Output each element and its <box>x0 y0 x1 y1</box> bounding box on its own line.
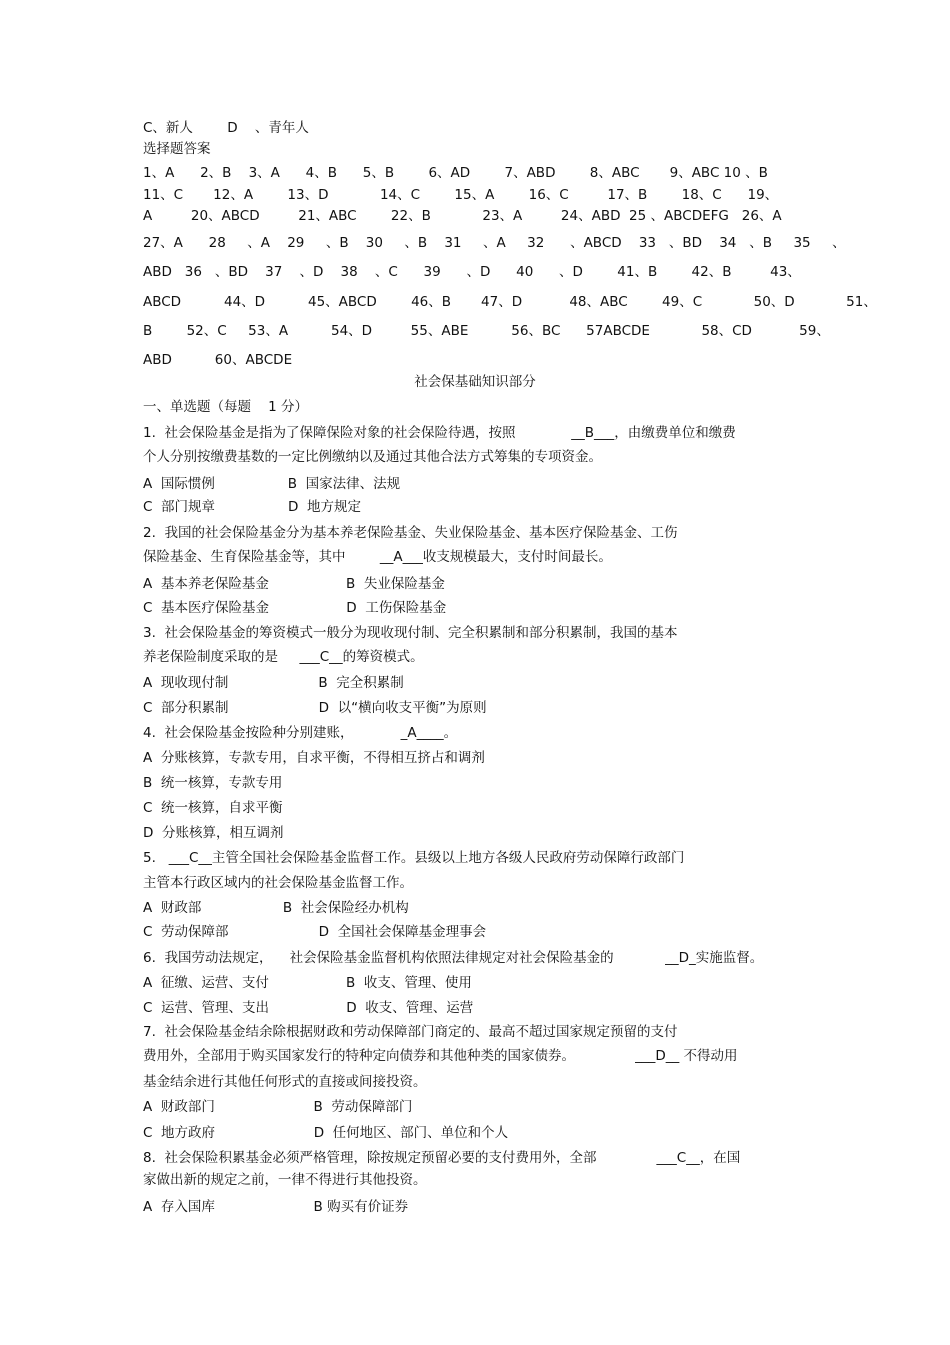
text-line: 2. 我国的社会保险基金分为基本养老保险基金、失业保险基金、基本医疗保险基金、工伤 <box>143 525 678 541</box>
text-line: A 存入国库 B 购买有价证券 <box>143 1199 409 1215</box>
text-line: B 统一核算，专款专用 <box>143 775 283 791</box>
text-line: C 部分积累制 D 以“横向收支平衡”为原则 <box>143 700 487 716</box>
text-line: A 国际惯例 B 国家法律、法规 <box>143 476 401 492</box>
text-line: 养老保险制度采取的是 ___C__的筹资模式。 <box>143 649 424 665</box>
text-line: 基金结余进行其他任何形式的直接或间接投资。 <box>143 1074 427 1090</box>
text-line: C 部门规章 D 地方规定 <box>143 499 361 515</box>
text-line: 11、C 12、A 13、D 14、C 15、A 16、C 17、B 18、C 19、 <box>143 187 779 203</box>
text-line: A 基本养老保险基金 B 失业保险基金 <box>143 576 445 592</box>
text-line: 1. 社会保险基金是指为了保障保险对象的社会保险待遇，按照 __B___，由缴费单位和缴费 <box>143 425 736 441</box>
text-line: A 征缴、运营、支付 B 收支、管理、使用 <box>143 975 472 991</box>
text-line: 家做出新的规定之前，一律不得进行其他投资。 <box>143 1172 427 1188</box>
text-line: 27、A 28 、A 29 、B 30 、B 31 、A 32 、ABCD 33 、BD 34 、B 35 、 <box>143 235 846 251</box>
text-line: C 运营、管理、支出 D 收支、管理、运营 <box>143 1000 474 1016</box>
text-line: A 现收现付制 B 完全积累制 <box>143 675 404 691</box>
text-line: 7. 社会保险基金结余除根据财政和劳动保障部门商定的、最高不超过国家规定预留的支付 <box>143 1024 678 1040</box>
text-line: 一、单选题（每题 1 分） <box>143 399 309 415</box>
text-line: A 财政部 B 社会保险经办机构 <box>143 900 409 916</box>
section-title: 社会保基础知识部分 <box>414 374 536 390</box>
text-line: A 20、ABCD 21、ABC 22、B 23、A 24、ABD 25 、ABCDEFG 26、A <box>143 208 782 224</box>
text-line: ABD 36 、BD 37 、D 38 、C 39 、D 40 、D 41、B 42、B 43、 <box>143 264 801 280</box>
text-line: 3. 社会保险基金的筹资模式一般分为现收现付制、完全积累制和部分积累制，我国的基本 <box>143 625 678 641</box>
text-line: 保险基金、生育保险基金等，其中 __A___收支规模最大，支付时间最长。 <box>143 549 612 565</box>
text-line: 选择题答案 <box>143 141 211 157</box>
text-line: 主管本行政区域内的社会保险基金监督工作。 <box>143 875 413 891</box>
text-line: 个人分别按缴费基数的一定比例缴纳以及通过其他合法方式筹集的专项资金。 <box>143 449 602 465</box>
text-line: C 基本医疗保险基金 D 工伤保险基金 <box>143 600 447 616</box>
text-line: C、新人 D 、青年人 <box>143 120 309 136</box>
text-line: A 财政部门 B 劳动保障部门 <box>143 1099 413 1115</box>
text-line: B 52、C 53、A 54、D 55、ABE 56、BC 57ABCDE 58、CD 59、 <box>143 323 830 339</box>
text-line: 1、A 2、B 3、A 4、B 5、B 6、AD 7、ABD 8、ABC 9、ABC 10 、B <box>143 165 768 181</box>
text-line: C 地方政府 D 任何地区、部门、单位和个人 <box>143 1125 509 1141</box>
text-line: ABD 60、ABCDE <box>143 352 293 368</box>
text-line: ABCD 44、D 45、ABCD 46、B 47、D 48、ABC 49、C 50、D 51、 <box>143 294 877 310</box>
text-line: 6. 我国劳动法规定， 社会保险基金监督机构依照法律规定对社会保险基金的 __D_实施监督。 <box>143 950 764 966</box>
text-line: C 劳动保障部 D 全国社会保障基金理事会 <box>143 924 487 940</box>
text-line: 5. ___C__主管全国社会保险基金监督工作。县级以上地方各级人民政府劳动保障行政部门 <box>143 850 685 866</box>
text-line: D 分账核算，相互调剂 <box>143 825 284 841</box>
text-line: 8. 社会保险积累基金必须严格管理，除按规定预留必要的支付费用外，全部 ___C__，在国 <box>143 1150 741 1166</box>
text-line: 费用外，全部用于购买国家发行的特种定向债券和其他种类的国家债券。 ___D__ 不得动用 <box>143 1048 738 1064</box>
text-line: C 统一核算，自求平衡 <box>143 800 283 816</box>
text-line: 4. 社会保险基金按险种分别建账， _A____。 <box>143 725 458 741</box>
text-line: A 分账核算，专款专用，自求平衡，不得相互挤占和调剂 <box>143 750 485 766</box>
